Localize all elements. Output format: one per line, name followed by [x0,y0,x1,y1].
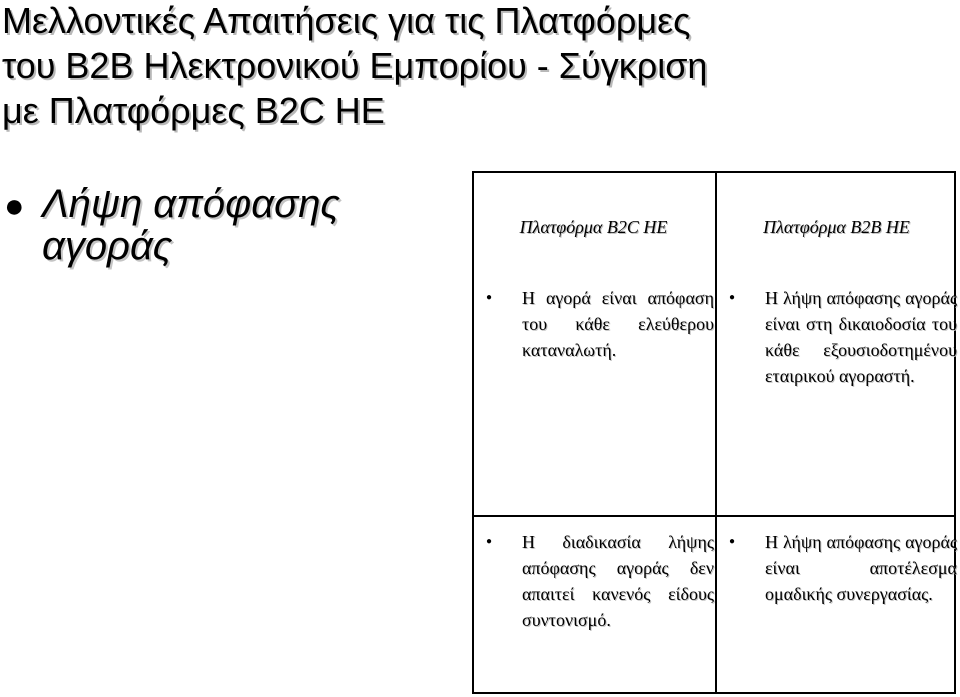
slide-title [2,0,952,133]
title-line-3: με Πλατφόρμες B2C ΗΕ [2,90,385,131]
title-line-2: του B2B Ηλεκτρονικού Εμπορίου - Σύγκριση [2,45,708,86]
main-bullet [4,183,424,267]
bullet-line-1: Λήψη απόφασης [42,182,340,226]
header-b2b: Πλατφόρμα B2B ΗΕ [763,217,910,237]
bullet-dot-icon: ● [4,187,25,225]
table-row-divider [474,515,954,517]
cell-b2c-row-2: ● Η διαδικασία λήψης απόφασης αγοράς δεν απαιτεί κανενός είδους συντονισμό. [522,529,714,633]
bullet-line-2: αγοράς [42,224,173,268]
header-b2c: Πλατφόρμα B2C ΗΕ [519,217,668,237]
comparison-table [472,171,956,694]
cell-b2c-row-1: ● Η αγορά είναι απόφαση του κάθε ελεύθερου καταναλωτή. [522,285,714,363]
cell-b2b-row-1: ● Η λήψη απόφασης αγοράς είναι στη δικαιοδοσία του κάθε εξουσιοδοτημένου εταιρικού αγοραστή. [765,285,957,389]
cell-b2b-row-2: ● Η λήψη απόφασης αγοράς είναι αποτέλεσμα ομαδικής συνεργασίας. [765,529,957,607]
table-column-divider [715,173,717,692]
title-line-1: Μελλοντικές Απαιτήσεις για τις Πλατφόρμες [2,0,691,41]
